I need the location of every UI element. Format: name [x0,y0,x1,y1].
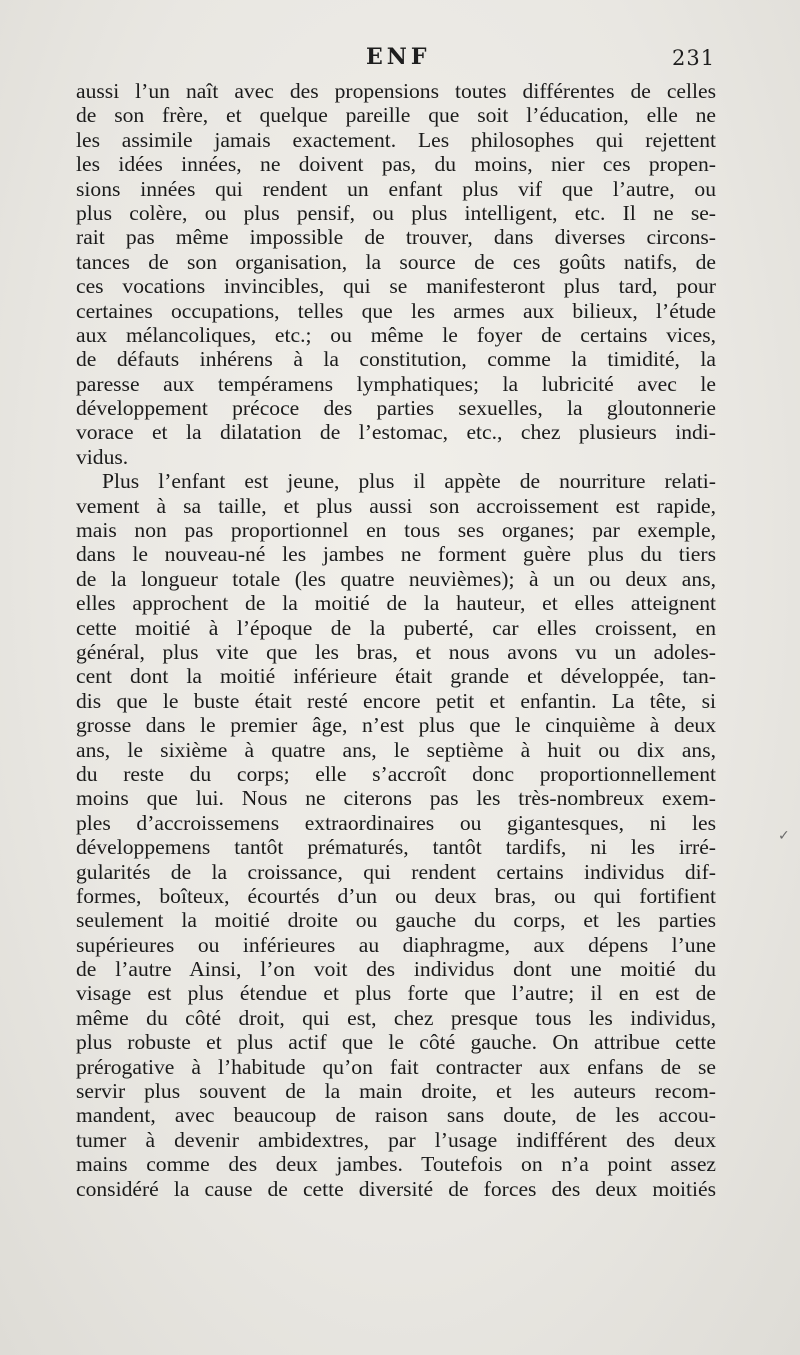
text-line: aussi l’un naît avec des propensions toutes différentes de celles [76,79,716,103]
text-line: développemens tantôt prématurés, tantôt tardifs, ni les irré- [76,835,716,860]
text-line: certaines occupations, telles que les armes aux bilieux, l’étude [76,298,716,323]
text-line: plus colère, ou plus pensif, ou plus intelligent, etc. Il ne se- [76,200,716,225]
text-line: mains comme des deux jambes. Toutefois on n’a point assez [76,1152,716,1177]
text-line: vement à sa taille, et plus aussi son accroissement est rapide, [76,493,716,518]
text-line: ples d’accroissemens extraordinaires ou gigantesques, ni les [76,810,716,835]
text-line: supérieures ou inférieures au diaphragme, aux dépens l’une [76,932,716,957]
text-line: prérogative à l’habitude qu’on fait contracter aux enfans de se [76,1054,716,1079]
text-line: de son frère, et quelque pareille que soit l’éducation, elle ne [76,103,716,128]
page-number: 231 [672,46,716,70]
margin-tick-mark: ✓ [778,828,790,844]
text-line: tumer à devenir ambidextres, par l’usage indifférent des deux [76,1127,716,1152]
text-line: paresse aux tempéramens lymphatiques; la lubricité avec le [76,371,716,396]
text-line: de défauts inhérens à la constitution, comme la timidité, la [76,347,716,372]
text-line: ces vocations invincibles, qui se manifesteront plus tard, pour [76,274,716,299]
text-line: dans le nouveau-né les jambes ne forment guère plus du tiers [76,542,716,567]
paragraph-start-line: Plus l’enfant est jeune, plus il appète de nourriture relati- [102,469,716,494]
text-line: seulement la moitié droite ou gauche du corps, et les parties [76,908,716,933]
text-line: les idées innées, ne doivent pas, du moins, nier ces propen- [76,152,716,177]
body-text [76,79,716,1201]
text-line: considéré la cause de cette diversité de forces des deux moitiés [76,1176,716,1201]
text-line: mandent, avec beaucoup de raison sans doute, de les accou- [76,1103,716,1128]
text-line: formes, boîteux, écourtés d’un ou deux bras, ou qui fortifient [76,883,716,908]
text-line: aux mélancoliques, etc.; ou même le foyer de certains vices, [76,322,716,347]
text-line: les assimile jamais exactement. Les philosophes qui rejettent [76,127,716,152]
header-title: ENF [366,44,431,70]
text-line: de la longueur totale (les quatre neuvièmes); à un ou deux ans, [76,566,716,591]
text-line: visage est plus étendue et plus forte que l’autre; il en est de [76,981,716,1006]
text-line: de l’autre Ainsi, l’on voit des individus dont une moitié du [76,957,716,982]
text-line: grosse dans le premier âge, n’est plus que le cinquième à deux [76,713,716,738]
text-line: développement précoce des parties sexuelles, la gloutonnerie [76,396,716,421]
text-line: vidus. [76,444,129,469]
text-line: vorace et la dilatation de l’estomac, etc., chez plusieurs indi- [76,420,716,445]
text-line: ans, le sixième à quatre ans, le septième à huit ou dix ans, [76,737,716,762]
text-line: gularités de la croissance, qui rendent certains individus dif- [76,859,716,884]
text-line: mais non pas proportionnel en tous ses organes; par exemple, [76,518,716,543]
text-line: cette moitié à l’époque de la puberté, car elles croissent, en [76,615,716,640]
text-line: tances de son organisation, la source de ces goûts natifs, de [76,249,716,274]
text-line: sions innées qui rendent un enfant plus vif que l’autre, ou [76,176,716,201]
text-line: elles approchent de la moitié de la hauteur, et elles atteignent [76,591,716,616]
text-line: rait pas même impossible de trouver, dans diverses circons- [76,225,716,250]
text-line: général, plus vite que les bras, et nous avons vu un adoles- [76,639,716,664]
text-line: dis que le buste était resté encore petit et enfantin. La tête, si [76,688,716,713]
text-line: moins que lui. Nous ne citerons pas les très-nombreux exem- [76,786,716,811]
running-header [0,44,800,76]
text-line: plus robuste et plus actif que le côté gauche. On attribue cette [76,1030,716,1055]
text-line: servir plus souvent de la main droite, et les auteurs recom- [76,1079,716,1104]
text-line: même du côté droit, qui est, chez presque tous les individus, [76,1005,716,1030]
text-line: du reste du corps; elle s’accroît donc proportionnellement [76,761,716,786]
text-line: cent dont la moitié inférieure était grande et développée, tan- [76,664,716,689]
